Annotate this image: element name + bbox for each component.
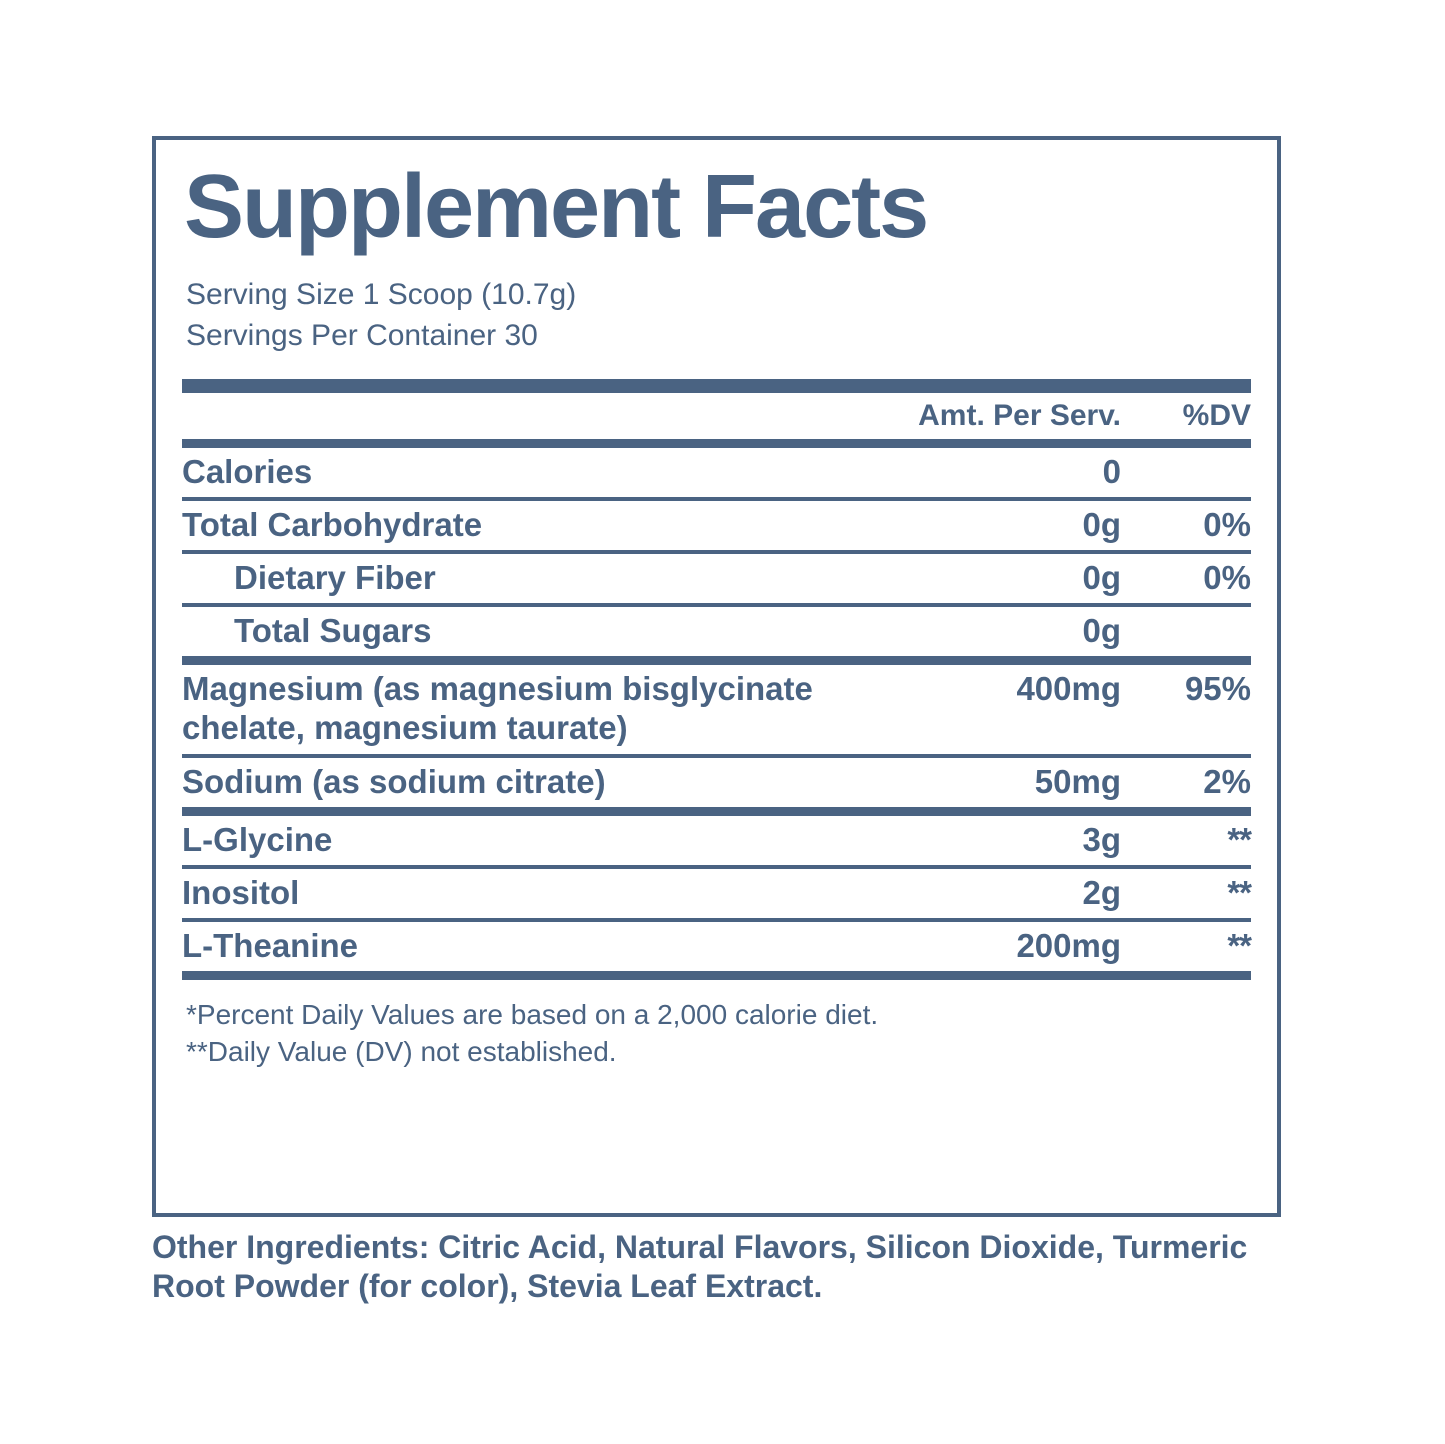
table-header-row xyxy=(182,393,1251,444)
row-amount: 2g xyxy=(871,867,1121,920)
serving-size: Serving Size 1 Scoop (10.7g) xyxy=(186,278,577,311)
footnote-percent-dv: *Percent Daily Values are based on a 2,000 calorie diet. xyxy=(186,998,879,1030)
row-name: Dietary Fiber xyxy=(182,552,871,605)
row-amount: 0g xyxy=(871,552,1121,605)
row-name: Magnesium (as magnesium bisglycinate chelate, magnesium taurate) xyxy=(182,660,871,755)
footnote-dv-not-established: **Daily Value (DV) not established. xyxy=(186,1036,617,1068)
row-dv: 2% xyxy=(1121,756,1251,812)
header-amount: Amt. Per Serv. xyxy=(871,393,1121,444)
table-row xyxy=(182,660,1251,755)
table-row xyxy=(182,443,1251,499)
row-dv: ** xyxy=(1121,811,1251,867)
row-dv xyxy=(1121,443,1251,499)
row-amount: 3g xyxy=(871,811,1121,867)
row-name: Sodium (as sodium citrate) xyxy=(182,756,871,812)
table-row xyxy=(182,811,1251,867)
table-row xyxy=(182,605,1251,661)
row-amount: 200mg xyxy=(871,920,1121,976)
table-row xyxy=(182,552,1251,605)
row-dv: 95% xyxy=(1121,660,1251,755)
row-dv: 0% xyxy=(1121,499,1251,552)
servings-per-container: Servings Per Container 30 xyxy=(186,319,538,353)
row-amount: 0g xyxy=(871,499,1121,552)
row-name: L-Theanine xyxy=(182,920,871,976)
serving-info xyxy=(186,274,1251,357)
header-dv: %DV xyxy=(1121,393,1251,444)
row-amount: 0 xyxy=(871,443,1121,499)
row-name: Total Carbohydrate xyxy=(182,499,871,552)
table-row xyxy=(182,920,1251,976)
row-dv: ** xyxy=(1121,867,1251,920)
row-dv: 0% xyxy=(1121,552,1251,605)
other-ingredients: Other Ingredients: Citric Acid, Natural Flavors, Silicon Dioxide, Turmeric Root Powder (for color), Stevia Leaf Extract. xyxy=(152,1229,1248,1305)
page-title: Supplement Facts xyxy=(184,157,928,257)
table-row xyxy=(182,867,1251,920)
row-amount: 50mg xyxy=(871,756,1121,812)
row-name: Total Sugars xyxy=(182,605,871,661)
row-name: Calories xyxy=(182,443,871,499)
row-name: L-Glycine xyxy=(182,811,871,867)
row-amount: 0g xyxy=(871,605,1121,661)
row-dv xyxy=(1121,605,1251,661)
table-row xyxy=(182,756,1251,812)
row-dv: ** xyxy=(1121,920,1251,976)
row-amount: 400mg xyxy=(871,660,1121,755)
row-name: Inositol xyxy=(182,867,871,920)
supplement-facts-panel xyxy=(152,136,1281,1217)
header-blank xyxy=(182,393,871,444)
nutrition-table xyxy=(182,393,1251,980)
footnotes xyxy=(186,996,1251,1072)
table-row xyxy=(182,499,1251,552)
divider-thick-top xyxy=(182,379,1251,393)
